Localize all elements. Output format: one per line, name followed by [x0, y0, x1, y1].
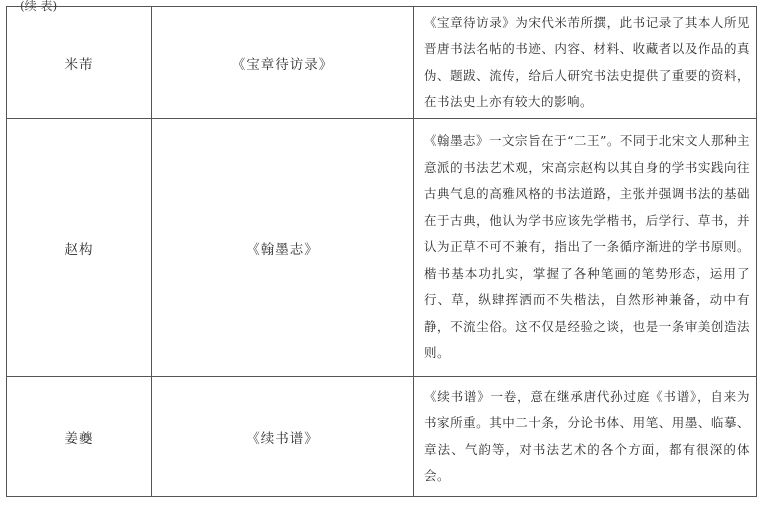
table-row — [7, 7, 757, 119]
work-title-cell: 《翰墨志》 — [152, 119, 414, 377]
calligraphy-works-table — [6, 6, 757, 497]
document-table-container — [6, 0, 756, 496]
description-cell: 《续书谱》一卷，意在继承唐代孙过庭《书谱》，自来为书家所重。其中二十条，分论书体、用笔、用墨、临摹、章法、气韵等，对书法艺术的各个方面，都有很深的体会。 — [414, 377, 757, 497]
author-cell: 赵构 — [7, 119, 152, 377]
author-cell: 米芾 — [7, 7, 152, 119]
table-row — [7, 119, 757, 377]
table-continuation-header: (续 表) — [20, 0, 58, 13]
work-title-cell: 《宝章待访录》 — [152, 7, 414, 119]
description-cell: 《翰墨志》一文宗旨在于“二王”。不同于北宋文人那种主意派的书法艺术观，宋高宗赵构以其自身的学书实践向往古典气息的高雅风格的书法道路，主张并强调书法的基础在于古典，他认为学书应该先学楷书，后学行、草书，并认为正草不可不兼有，指出了一条循序渐进的学书原则。楷书基本功扎实，掌握了各种笔画的笔势形态，运用了行、草，纵肆挥洒而不失楷法，自然形神兼备，动中有静，不流尘俗。这不仅是经验之谈，也是一条审美创造法则。 — [414, 119, 757, 377]
table-row — [7, 377, 757, 497]
work-title-cell: 《续书谱》 — [152, 377, 414, 497]
description-cell: 《宝章待访录》为宋代米芾所撰，此书记录了其本人所见晋唐书法名帖的书迹、内容、材料、收藏者以及作品的真伪、题跋、流传，给后人研究书法史提供了重要的资料，在书法史上亦有较大的影响。 — [414, 7, 757, 119]
author-cell: 姜夔 — [7, 377, 152, 497]
